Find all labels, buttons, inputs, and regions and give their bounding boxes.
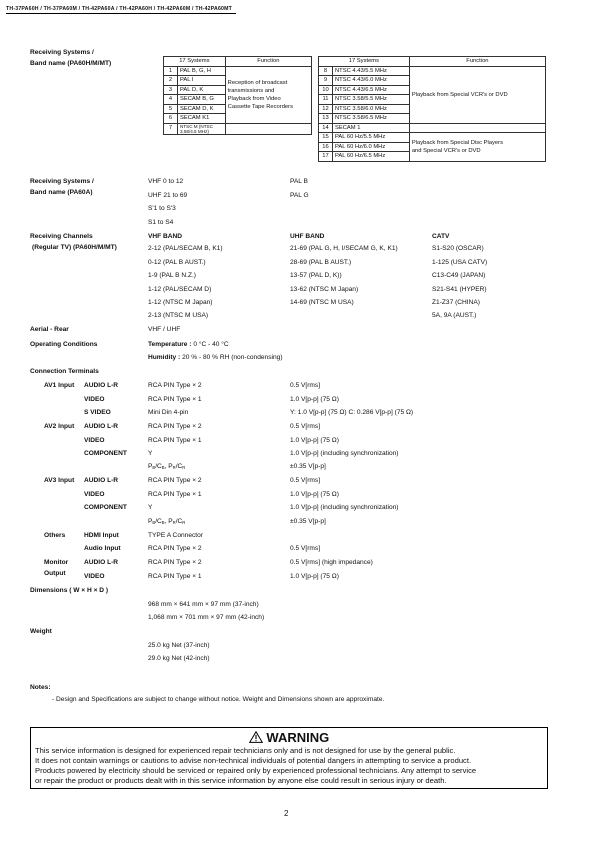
- video-label: VIDEO: [84, 573, 105, 580]
- audio-lr-label: AUDIO L-R: [84, 477, 119, 484]
- temperature-value: 0 °C - 40 °C: [193, 341, 229, 348]
- system-name: PAL B, G, H: [178, 66, 226, 76]
- video-label: VIDEO: [84, 437, 105, 444]
- system-name: NTSC 4.43/6.5 MHz: [333, 85, 410, 95]
- column-header: Function: [225, 57, 311, 67]
- catv-channel: 1-125 (USA CATV): [432, 259, 488, 266]
- signal-spec: ±0.35 V[p-p]: [290, 463, 326, 470]
- system-name: PAL 60 Hz/6.5 MHz: [333, 152, 410, 162]
- signal-spec: ±0.35 V[p-p]: [290, 518, 326, 525]
- audio-lr-label: AUDIO L-R: [84, 423, 119, 430]
- signal-spec: Y: 1.0 V[p-p] (75 Ω) C: 0.286 V[p-p] (75 Ω): [290, 409, 414, 416]
- system-number: 2: [164, 76, 178, 86]
- band-system: PAL B: [290, 178, 308, 185]
- hdmi-input-label: HDMI Input: [84, 532, 119, 539]
- video-label: VIDEO: [84, 396, 105, 403]
- signal-spec: 0.5 V[rms]: [290, 545, 321, 552]
- system-number: 12: [319, 104, 333, 114]
- system-number: 15: [319, 133, 333, 143]
- function-text: and Special VCR's or DVD: [411, 147, 481, 154]
- function-cell: [409, 133, 545, 162]
- connection-terminals-label: Connection Terminals: [30, 368, 99, 375]
- humidity-value: 20 % - 80 % RH (non-condensing): [182, 354, 283, 361]
- signal-spec: 1.0 V[p-p] (75 Ω): [290, 573, 339, 580]
- vhf-channel: 0-12 (PAL B AUST.): [148, 259, 206, 266]
- warning-box: [30, 727, 548, 789]
- system-number: 14: [319, 123, 333, 133]
- system-name-line: NTSC M (NTSC: [180, 123, 213, 129]
- vhf-channel: 1-12 (NTSC M Japan): [148, 299, 213, 306]
- system-number: 11: [319, 95, 333, 105]
- function-text: transmissions and: [227, 87, 275, 94]
- column-header: 17 Systems: [164, 57, 226, 67]
- band-value: VHF 0 to 12: [148, 178, 184, 185]
- systems-table-left: [163, 56, 312, 135]
- system-number: 8: [319, 66, 333, 76]
- vhf-channel: 1-9 (PAL B N.Z.): [148, 272, 196, 279]
- band-value: S'1 to S'3: [148, 205, 176, 212]
- weight-42: 29.0 kg Net (42-inch): [148, 655, 210, 662]
- signal-spec: 0.5 V[rms] (high impedance): [290, 559, 373, 566]
- system-number: 7: [164, 123, 178, 134]
- system-name: NTSC 3.58/6.5 MHz: [333, 114, 410, 124]
- pb-symbol: P: [148, 463, 153, 470]
- signal-spec: 0.5 V[rms]: [290, 477, 321, 484]
- component-label: COMPONENT: [84, 450, 127, 457]
- system-name: [178, 123, 226, 134]
- system-name: NTSC 3.58/6.0 MHz: [333, 104, 410, 114]
- column-header: 17 Systems: [319, 57, 410, 67]
- weight-label: Weight: [30, 628, 52, 635]
- catv-channel: Z1-Z37 (CHINA): [432, 299, 480, 306]
- uhf-channel: 21-69 (PAL G, H, I/SECAM G, K, K1): [290, 245, 398, 252]
- system-number: 6: [164, 114, 178, 124]
- system-number: 9: [319, 76, 333, 86]
- vhf-channel: 1-12 (PAL/SECAM D): [148, 286, 212, 293]
- connector-type: RCA PIN Type × 2: [148, 382, 202, 389]
- receiving-systems-label: Receiving Systems /: [30, 49, 94, 56]
- signal-spec: 1.0 V[p-p] (including synchronization): [290, 450, 399, 457]
- av3-input-label: AV3 Input: [44, 477, 75, 484]
- system-name: SECAM K1: [178, 114, 226, 124]
- system-number: 16: [319, 142, 333, 152]
- band-value: UHF 21 to 69: [148, 192, 188, 199]
- warning-line: or repair the product or products dealt with in this service information by anyone else could result in serious injury or death.: [35, 776, 447, 785]
- humidity-line: [148, 354, 283, 361]
- connector-type: RCA PIN Type × 2: [148, 559, 202, 566]
- catv-header: CATV: [432, 233, 450, 240]
- catv-channel: 5A, 9A (AUST.): [432, 312, 477, 319]
- av1-input-label: AV1 Input: [44, 382, 75, 389]
- receiving-systems-pa60a-label: Receiving Systems /: [30, 178, 94, 185]
- pr-symbol: P: [168, 463, 173, 470]
- signal-spec: 0.5 V[rms]: [290, 382, 321, 389]
- warning-line: This service information is designed for experienced repair technicians only and is not designed for use by the general public.: [35, 746, 456, 755]
- component-y: Y: [148, 504, 153, 511]
- audio-lr-label: AUDIO L-R: [84, 559, 119, 566]
- system-name: PAL D, K: [178, 85, 226, 95]
- uhf-channel: 13-62 (NTSC M Japan): [290, 286, 359, 293]
- function-cell: [225, 66, 311, 123]
- system-number: 5: [164, 104, 178, 114]
- system-name: NTSC 3.58/5.5 MHz: [333, 95, 410, 105]
- function-text: Playback from Special Disc Players: [411, 139, 503, 146]
- aerial-label: Aerial - Rear: [30, 326, 69, 333]
- document-header: TH-37PA60H / TH-37PA60M / TH-42PA60A / TH-42PA60H / TH-42PA60M / TH-42PA60MT: [6, 6, 236, 14]
- system-number: 4: [164, 95, 178, 105]
- output-label: Output: [44, 570, 66, 577]
- system-number: 3: [164, 85, 178, 95]
- warning-title: [31, 730, 547, 745]
- system-name: NTSC 4.43/5.5 MHz: [333, 66, 410, 76]
- s-video-label: S VIDEO: [84, 409, 111, 416]
- weight-37: 25.0 kg Net (37-inch): [148, 642, 210, 649]
- component-y: Y: [148, 450, 153, 457]
- system-name: PAL I: [178, 76, 226, 86]
- system-number: 13: [319, 114, 333, 124]
- catv-channel: S1-S20 (OSCAR): [432, 245, 484, 252]
- audio-lr-label: AUDIO L-R: [84, 382, 119, 389]
- catv-channel: S21-S41 (HYPER): [432, 286, 487, 293]
- receiving-channels-label: Receiving Channels: [30, 233, 93, 240]
- uhf-channel: 13-57 (PAL D, K)): [290, 272, 342, 279]
- connector-type: RCA PIN Type × 1: [148, 396, 202, 403]
- warning-line: It does not contain warnings or cautions to advise non-technical individuals of potential dangers in attempting to service a product.: [35, 756, 472, 765]
- others-label: Others: [44, 532, 66, 539]
- uhf-channel: 14-69 (NTSC M USA): [290, 299, 354, 306]
- signal-spec: 1.0 V[p-p] (75 Ω): [290, 491, 339, 498]
- signal-spec: 0.5 V[rms]: [290, 423, 321, 430]
- band-name-pa60a-label: Band name (PA60A): [30, 189, 93, 196]
- system-name: PAL 60 Hz/5.5 MHz: [333, 133, 410, 143]
- vhf-channel: 2-13 (NTSC M USA): [148, 312, 209, 319]
- page-number: 2: [284, 809, 289, 818]
- band-value: S1 to S4: [148, 219, 174, 226]
- monitor-label: Monitor: [44, 559, 69, 566]
- pr-symbol: P: [168, 518, 173, 525]
- notes-text: - Design and Specifications are subject to change without notice. Weight and Dimensions shown are approximate.: [52, 696, 385, 703]
- warning-title-text: WARNING: [266, 730, 330, 745]
- signal-spec: 1.0 V[p-p] (75 Ω): [290, 437, 339, 444]
- band-name-label: Band name (PA60H/M/MT): [30, 60, 112, 67]
- catv-channel: C13-C49 (JAPAN): [432, 272, 486, 279]
- signal-spec: 1.0 V[p-p] (including synchronization): [290, 504, 399, 511]
- systems-table-right: [318, 56, 546, 162]
- connector-type: RCA PIN Type × 2: [148, 545, 202, 552]
- humidity-label: Humidity :: [148, 354, 181, 361]
- connector-type: RCA PIN Type × 1: [148, 573, 202, 580]
- receiving-channels-sub-label: (Regular TV) (PA60H/M/MT): [32, 244, 117, 251]
- function-text: Playback from Video: [227, 95, 281, 102]
- vhf-band-header: VHF BAND: [148, 233, 183, 240]
- component-pb-pr: $P_B/C_B$, $P_R/C_R$: [148, 463, 186, 470]
- system-name-line: 3.58/4.5 MHz): [180, 128, 209, 134]
- temperature-line: [148, 341, 229, 348]
- temperature-label: Temperature :: [148, 341, 192, 348]
- system-number: 10: [319, 85, 333, 95]
- audio-input-label: Audio Input: [84, 545, 121, 552]
- vhf-channel: 2-12 (PAL/SECAM B, K1): [148, 245, 223, 252]
- dimensions-37: 968 mm × 641 mm × 97 mm (37-inch): [148, 601, 259, 608]
- connector-type: TYPE A Connector: [148, 532, 203, 539]
- function-empty: [225, 123, 311, 134]
- function-text: Reception of broadcast: [227, 79, 288, 86]
- warning-line: Products powered by electricity should be serviced or repaired only by experienced professional technicians. Any attempt to service: [35, 766, 477, 775]
- dimensions-42: 1,068 mm × 701 mm × 97 mm (42-inch): [148, 614, 265, 621]
- system-name: PAL 60 Hz/6.0 MHz: [333, 142, 410, 152]
- function-cell: Playback from Special VCR's or DVD: [409, 66, 545, 123]
- column-header: Function: [409, 57, 545, 67]
- band-system: PAL G: [290, 192, 309, 199]
- system-name: SECAM B, G: [178, 95, 226, 105]
- system-name: SECAM D, K: [178, 104, 226, 114]
- function-empty: [409, 123, 545, 133]
- uhf-channel: 28-69 (PAL B AUST.): [290, 259, 352, 266]
- component-label: COMPONENT: [84, 504, 127, 511]
- connector-type: RCA PIN Type × 1: [148, 491, 202, 498]
- connector-type: Mini Din 4-pin: [148, 409, 189, 416]
- dimensions-label: Dimensions ( W × H × D ): [30, 587, 109, 594]
- connector-type: RCA PIN Type × 2: [148, 477, 202, 484]
- pb-symbol: P: [148, 518, 153, 525]
- connector-type: RCA PIN Type × 1: [148, 437, 202, 444]
- warning-triangle-icon: [249, 731, 263, 743]
- system-name: SECAM 1: [333, 123, 410, 133]
- uhf-band-header: UHF BAND: [290, 233, 325, 240]
- notes-label: Notes:: [30, 684, 51, 691]
- av2-input-label: AV2 Input: [44, 423, 75, 430]
- system-number: 17: [319, 152, 333, 162]
- component-pb-pr: $P_B/C_B$, $P_R/C_R$: [148, 518, 186, 525]
- system-number: 1: [164, 66, 178, 76]
- operating-conditions-label: Operating Conditions: [30, 341, 98, 348]
- connector-type: RCA PIN Type × 2: [148, 423, 202, 430]
- system-name: NTSC 4.43/6.0 MHz: [333, 76, 410, 86]
- signal-spec: 1.0 V[p-p] (75 Ω): [290, 396, 339, 403]
- video-label: VIDEO: [84, 491, 105, 498]
- function-text: Cassette Tape Recorders: [227, 103, 293, 110]
- aerial-value: VHF / UHF: [148, 326, 181, 333]
